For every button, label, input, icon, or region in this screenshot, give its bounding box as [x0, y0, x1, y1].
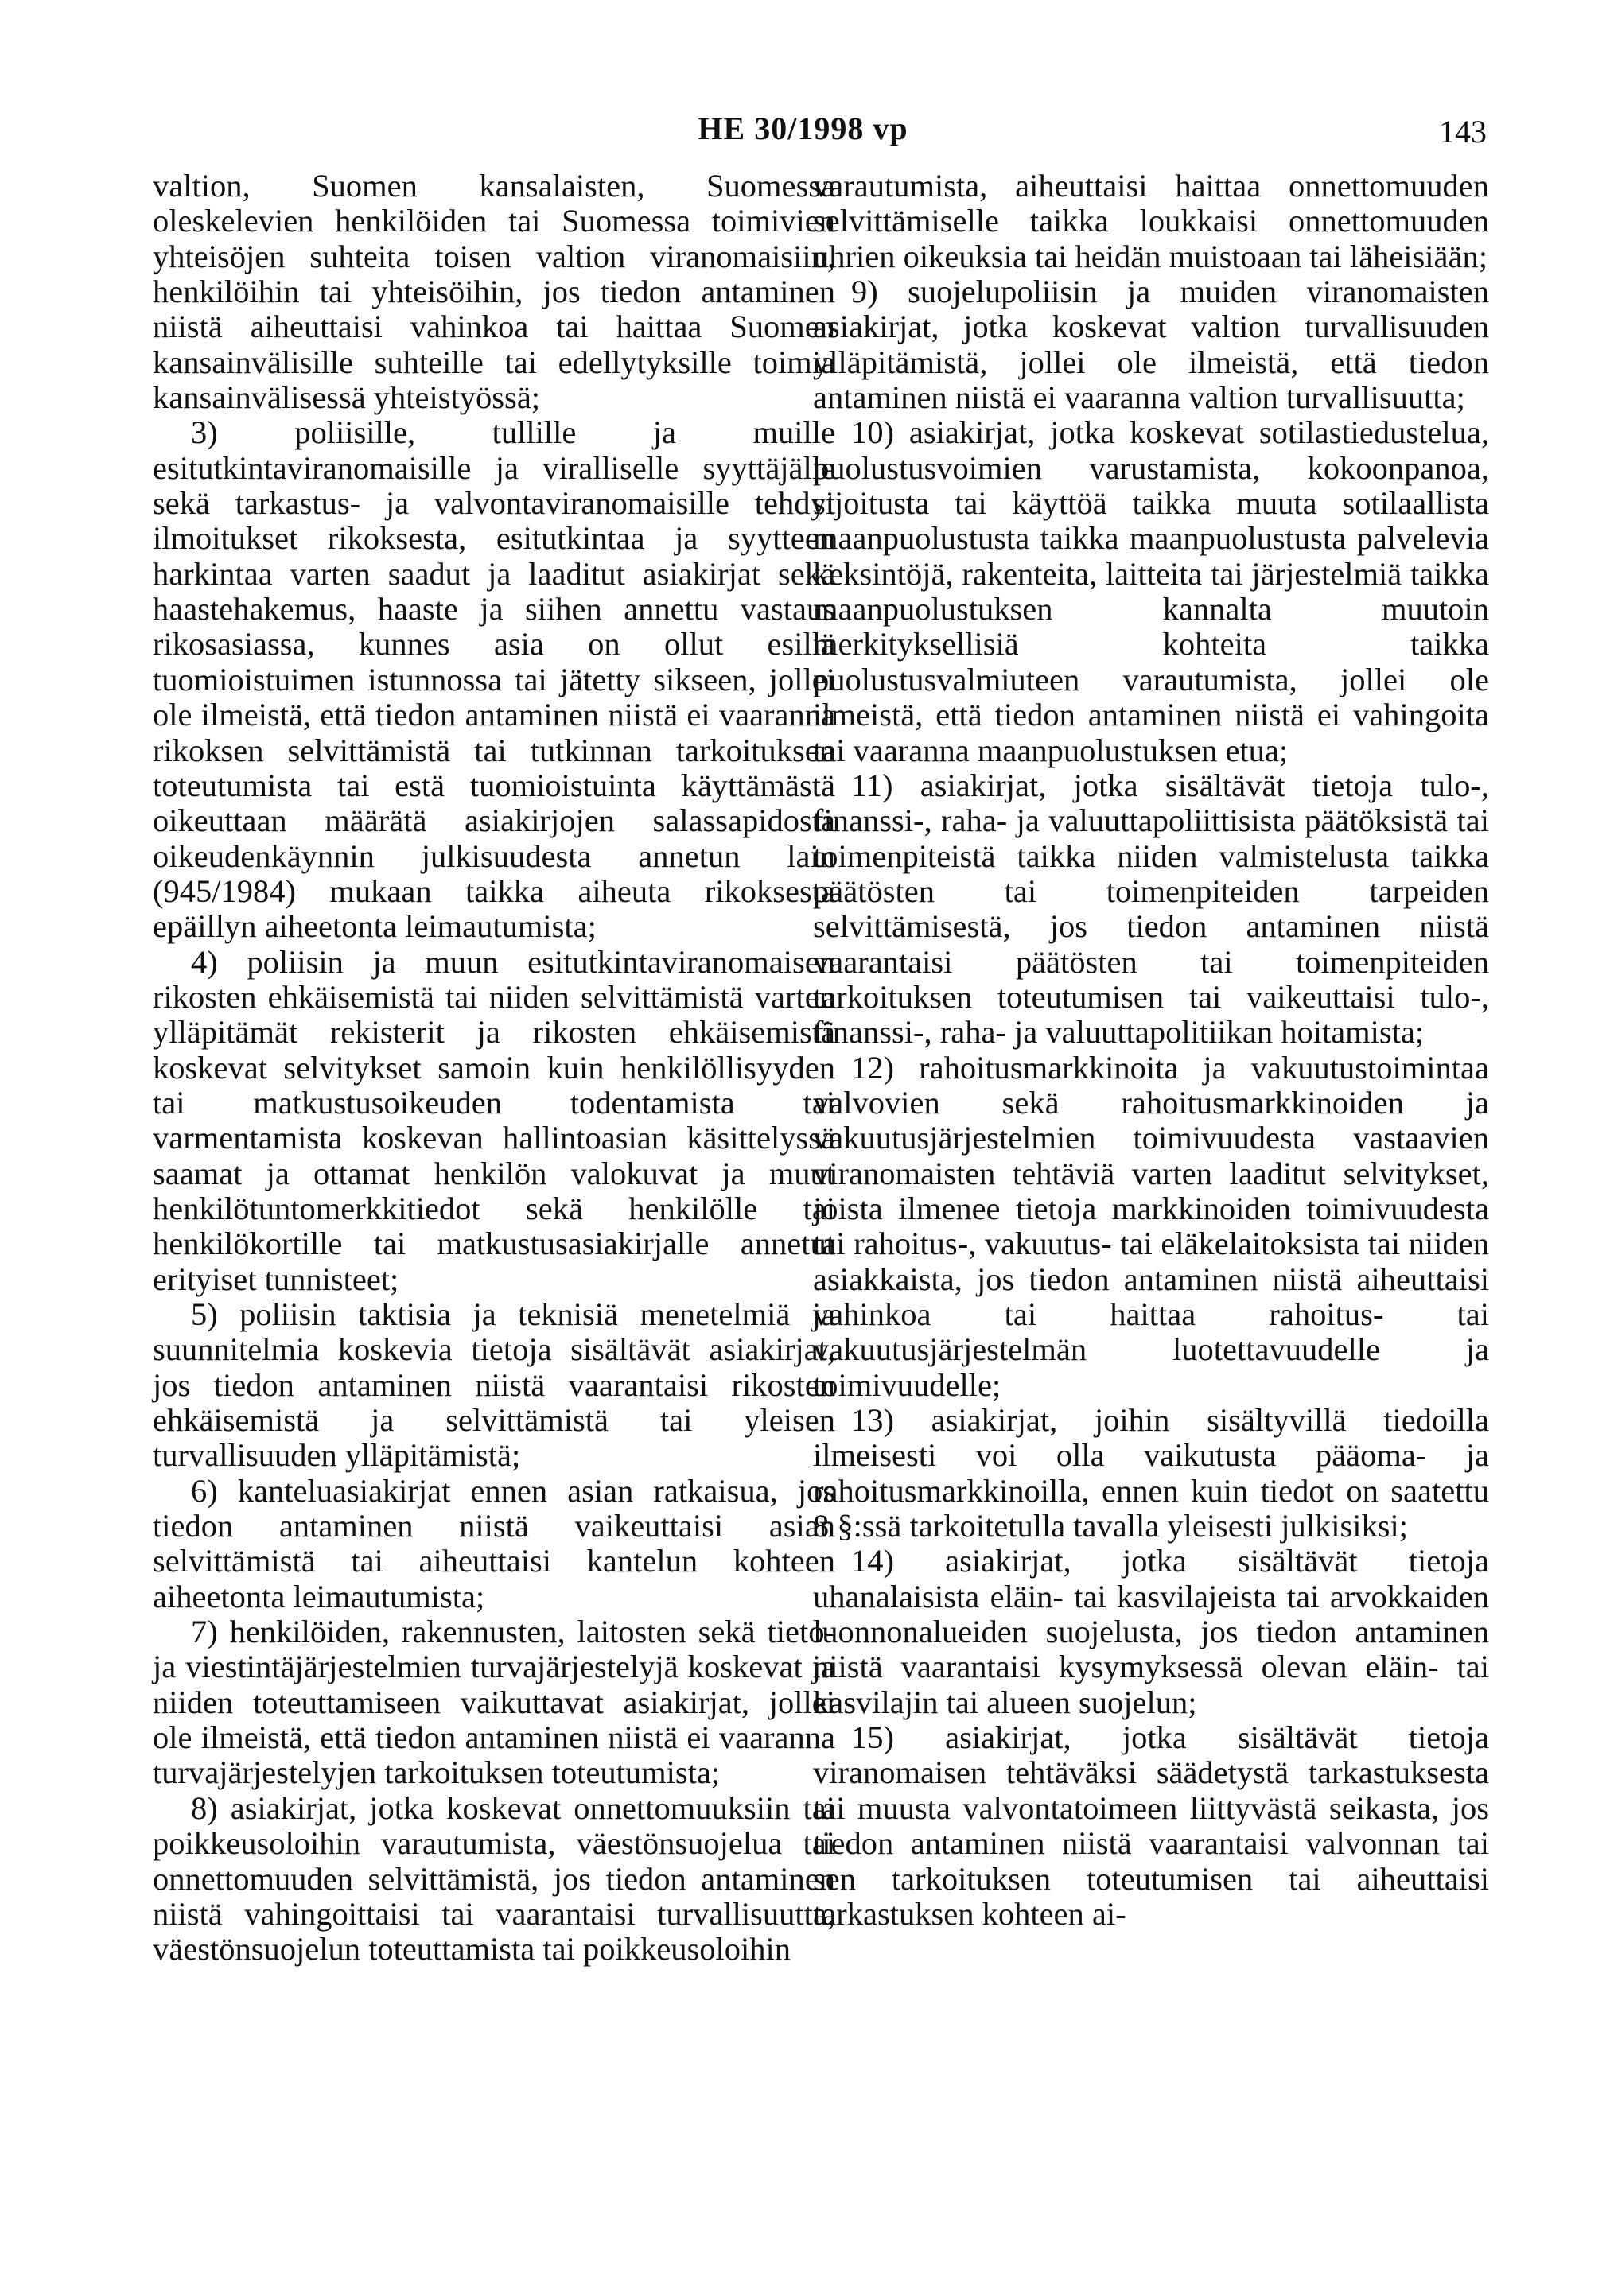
paragraph: 5) poliisin taktisia ja teknisiä menetelmiä ja suunnitelmia koskevia tietoja sisältävät asiakirjat, jos tiedon antaminen niistä vaarantaisi rikosten ehkäisemistä ja selvittämistä tai yleisen turvallisuuden ylläpitämistä; — [153, 1296, 835, 1474]
paragraph: 15) asiakirjat, jotka sisältävät tietoja viranomaisen tehtäväksi säädetystä tarkastuksesta tai muusta valvontatoimeen liittyvästä seikasta, jos tiedon antaminen niistä vaarantaisi valvonnan tai sen tarkoituksen toteutumisen tai aiheuttaisi tarkastuksen kohteen ai- — [813, 1719, 1489, 1932]
left-column — [153, 169, 835, 1968]
paragraph: 8) asiakirjat, jotka koskevat onnettomuuksiin tai poikkeusoloihin varautumista, väestönsuojelua tai onnettomuuden selvittämistä, jos tiedon antaminen niistä vahingoittaisi tai vaarantaisi turvallisuutta, väestönsuojelun toteuttamista tai poikkeusoloihin — [153, 1789, 835, 1968]
page-number: 143 — [1439, 114, 1487, 150]
paragraph: 7) henkilöiden, rakennusten, laitosten sekä tieto- ja viestintäjärjestelmien turvajärjestelyjä koskevat ja niiden toteuttamiseen vaikuttavat asiakirjat, jollei ole ilmeistä, että tiedon antaminen niistä ei vaaranna turvajärjestelyjen tarkoituksen toteutumista; — [153, 1614, 835, 1791]
paragraph: 3) poliisille, tullille ja muille esitutkintaviranomaisille ja viralliselle syyttäjälle sekä tarkastus- ja valvontaviranomaisille tehdyt ilmoitukset rikoksesta, esitutkintaa ja syytteen harkintaa varten saadut ja laaditut asiakirjat sekä haastehakemus, haaste ja siihen annettu vastaus rikosasiassa, kunnes asia on ollut esillä tuomioistuimen istunnossa tai jätetty sikseen, jollei ole ilmeistä, että tiedon antaminen niistä ei vaaranna rikoksen selvittämistä tai tutkinnan tarkoituksen toteutumista tai estä tuomioistuinta käyttämästä oikeuttaan määrätä asiakirjojen salassapidosta oikeudenkäynnin julkisuudesta annetun lain (945/1984) mukaan taikka aiheuta rikoksesta epäillyn aiheetonta leimautumista; — [153, 414, 835, 945]
paragraph: 10) asiakirjat, jotka koskevat sotilastiedustelua, puolustusvoimien varustamista, kokoonpanoa, sijoitusta tai käyttöä taikka muuta sotilaallista maanpuolustusta taikka maanpuolustusta palvelevia keksintöjä, rakenteita, laitteita tai järjestelmiä taikka maanpuolustuksen kannalta muutoin merkityksellisiä kohteita taikka puolustusvalmiuteen varautumista, jollei ole ilmeistä, että tiedon antaminen niistä ei vahingoita tai vaaranna maanpuolustuksen etua; — [813, 414, 1489, 768]
paragraph: varautumista, aiheuttaisi haittaa onnettomuuden selvittämiselle taikka loukkaisi onnettomuuden uhrien oikeuksia tai heidän muistoaan tai läheisiään; — [813, 168, 1489, 274]
paragraph: 11) asiakirjat, jotka sisältävät tietoja tulo-, finanssi-, raha- ja valuuttapoliittisista päätöksistä tai toimenpiteistä taikka niiden valmistelusta taikka päätösten tai toimenpiteiden tarpeiden selvittämisestä, jos tiedon antaminen niistä vaarantaisi päätösten tai toimenpiteiden tarkoituksen toteutumisen tai vaikeuttaisi tulo-, finanssi-, raha- ja valuuttapolitiikan hoitamista; — [813, 767, 1489, 1051]
paragraph: 12) rahoitusmarkkinoita ja vakuutustoimintaa valvovien sekä rahoitusmarkkinoiden ja vakuutusjärjestelmien toimivuudesta vastaavien viranomaisten tehtäviä varten laaditut selvitykset, joista ilmenee tietoja markkinoiden toimivuudesta tai rahoitus-, vakuutus- tai eläkelaitoksista tai niiden asiakkaista, jos tiedon antaminen niistä aiheuttaisi vahinkoa tai haittaa rahoitus- tai vakuutusjärjestelmän luotettavuudelle ja toimivuudelle; — [813, 1049, 1489, 1403]
page-header — [0, 110, 1606, 157]
right-column — [813, 169, 1489, 1932]
paragraph: 13) asiakirjat, joihin sisältyvillä tiedoilla ilmeisesti voi olla vaikutusta pääoma- ja rahoitusmarkkinoilla, ennen kuin tiedot on saatettu 8 §:ssä tarkoitetulla tavalla yleisesti julkisiksi; — [813, 1402, 1489, 1544]
paragraph: 14) asiakirjat, jotka sisältävät tietoja uhanalaisista eläin- tai kasvilajeista tai arvokkaiden luonnonalueiden suojelusta, jos tiedon antaminen niistä vaarantaisi kysymyksessä olevan eläin- tai kasvilajin tai alueen suojelun; — [813, 1543, 1489, 1720]
paragraph: 9) suojelupoliisin ja muiden viranomaisten asiakirjat, jotka koskevat valtion turvallisuuden ylläpitämistä, jollei ole ilmeistä, että tiedon antaminen niistä ei vaaranna valtion turvallisuutta; — [813, 274, 1489, 416]
paragraph: valtion, Suomen kansalaisten, Suomessa oleskelevien henkilöiden tai Suomessa toimivien yhteisöjen suhteita toisen valtion viranomaisiin, henkilöihin tai yhteisöihin, jos tiedon antaminen niistä aiheuttaisi vahinkoa tai haittaa Suomen kansainvälisille suhteille tai edellytyksille toimia kansainvälisessä yhteistyössä; — [153, 168, 835, 416]
paragraph: 4) poliisin ja muun esitutkintaviranomaisen rikosten ehkäisemistä tai niiden selvittämistä varten ylläpitämät rekisterit ja rikosten ehkäisemistä koskevat selvitykset samoin kuin henkilöllisyyden tai matkustusoikeuden todentamista tai varmentamista koskevan hallintoasian käsittelyssä saamat ja ottamat henkilön valokuvat ja muut henkilötuntomerkkitiedot sekä henkilölle tai henkilökortille tai matkustusasiakirjalle annetut erityiset tunnisteet; — [153, 943, 835, 1297]
paragraph: 6) kanteluasiakirjat ennen asian ratkaisua, jos tiedon antaminen niistä vaikeuttaisi asian selvittämistä tai aiheuttaisi kantelun kohteen aiheetonta leimautumista; — [153, 1472, 835, 1614]
document-id: HE 30/1998 vp — [698, 111, 908, 146]
